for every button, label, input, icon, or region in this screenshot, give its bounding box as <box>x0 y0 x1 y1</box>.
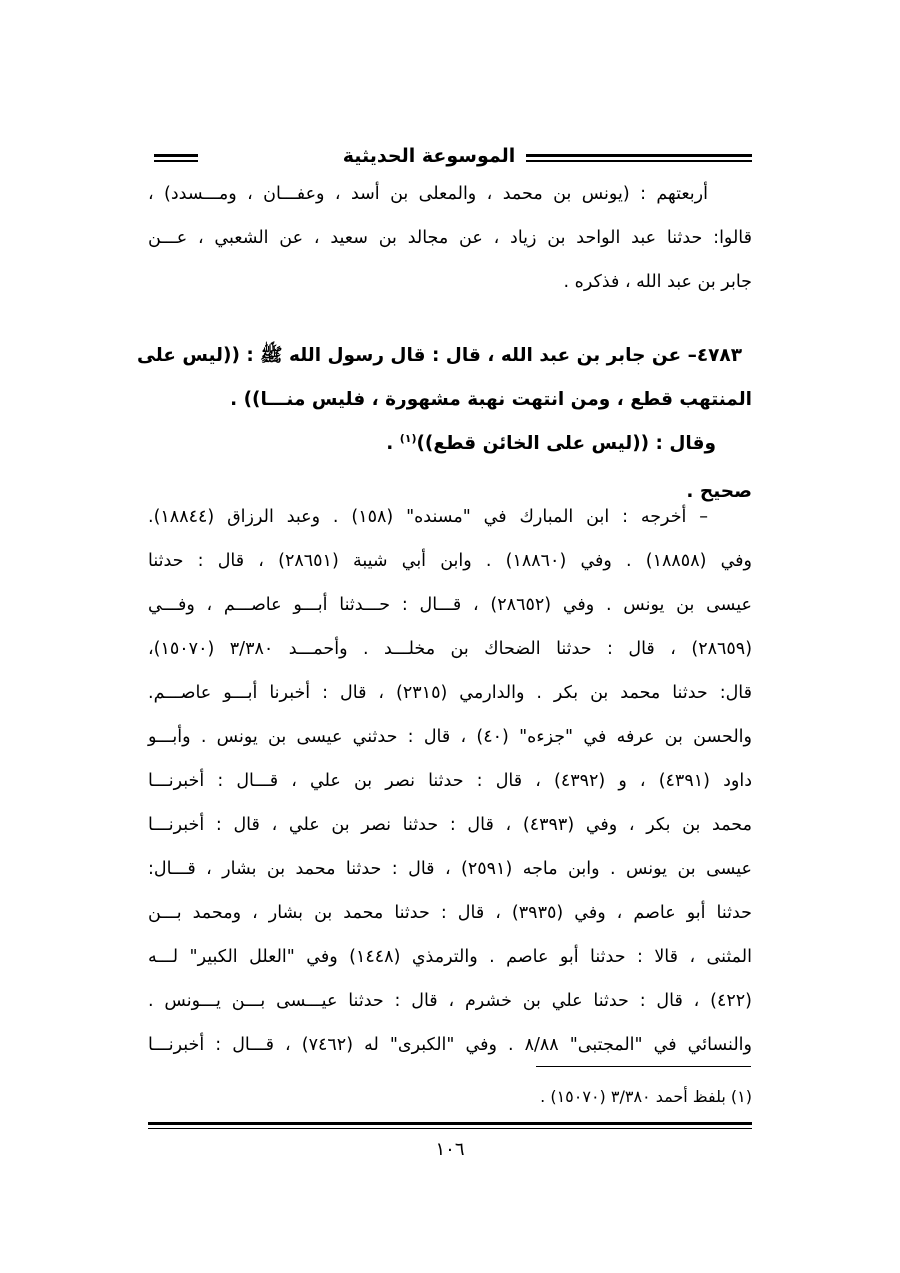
hadith-grade: صحيح . <box>686 481 752 502</box>
header-rule-left <box>154 154 198 157</box>
takhrij-line: محمد بن بكر ، وفي (٤٣٩٣) ، قال : حدثنا نصر بن علي ، قال : أخبرنـــا <box>148 815 752 835</box>
hadith-line <box>148 422 752 466</box>
footnote-ref: (١) <box>399 431 417 445</box>
hadith-line-text: وقال : ((ليس على الخائن قطع)) <box>416 433 716 454</box>
hadith-line: المنتهب قطع ، ومن انتهت نهبة مشهورة ، فليس منـــا)) . <box>230 389 752 410</box>
header-title: الموسوعة الحديثية <box>342 145 516 167</box>
page-number: ١٠٦ <box>435 1139 465 1160</box>
hadith-text <box>137 334 752 466</box>
takhrij-line: عيسى بن يونس . وابن ماجه (٢٥٩١) ، قال : حدثنا محمد بن بشار ، قـــال: <box>148 859 752 879</box>
takhrij-line: (٤٢٢) ، قال : حدثنا علي بن خشرم ، قال : حدثنا عيـــسى بـــن يـــونس . <box>148 991 752 1011</box>
intro-paragraph <box>148 172 752 304</box>
takhrij-line: (٢٨٦٥٩) ، قال : حدثنا الضحاك بن مخلـــد . وأحمـــد ٣/٣٨٠ (١٥٠٧٠)، <box>148 639 753 659</box>
hadith-line-end: . <box>386 433 400 454</box>
footer-rule-thick <box>148 1122 752 1125</box>
takhrij-line: عيسى بن يونس . وفي (٢٨٦٥٢) ، قـــال : حـــدثنا أبـــو عاصـــم ، وفـــي <box>148 595 752 615</box>
footnote: (١) بلفظ أحمد ٣/٣٨٠ (١٥٠٧٠) . <box>540 1087 752 1106</box>
text-line: أربعتهم : (يونس بن محمد ، والمعلى بن أسد ، وعفـــان ، ومـــسدد) ، <box>148 184 708 204</box>
footer-rule-thin <box>148 1128 752 1129</box>
footnote-separator <box>536 1066 751 1067</box>
takhrij-line: والنسائي في "المجتبى" ٨/٨٨ . وفي "الكبرى" له (٧٤٦٢) ، قـــال : أخبرنـــا <box>148 1035 752 1055</box>
takhrij-line: المثنى ، قالا : حدثنا أبو عاصم . والترمذي (١٤٤٨) وفي "العلل الكبير" لـــه <box>148 947 752 967</box>
takhrij-line: – أخرجه : ابن المبارك في "مسنده" (١٥٨) . وعبد الرزاق (١٨٨٤٤). <box>148 507 708 527</box>
takhrij-line: حدثنا أبو عاصم ، وفي (٣٩٣٥) ، قال : حدثنا محمد بن بشار ، ومحمد بـــن <box>148 903 752 923</box>
text-line: قالوا: حدثنا عبد الواحد بن زياد ، عن مجالد بن سعيد ، عن الشعبي ، عـــن <box>148 228 752 248</box>
takhrij-line: والحسن بن عرفه في "جزءه" (٤٠) ، قال : حدثني عيسى بن يونس . وأبـــو <box>148 727 752 747</box>
running-header <box>148 140 752 174</box>
hadith-line: ٤٧٨٣– عن جابر بن عبد الله ، قال : قال رسول الله ﷺ : ((ليس على <box>137 345 742 366</box>
takhrij-line: وفي (١٨٨٥٨) . وفي (١٨٨٦٠) . وابن أبي شيبة (٢٨٦٥١) ، قال : حدثنا <box>148 551 752 571</box>
takhrij-line: داود (٤٣٩١) ، و (٤٣٩٢) ، قال : حدثنا نصر بن علي ، قـــال : أخبرنـــا <box>148 771 752 791</box>
text-line: جابر بن عبد الله ، فذكره . <box>563 272 752 292</box>
header-rule-right <box>526 154 752 157</box>
takhrij-paragraph <box>148 495 752 1067</box>
takhrij-line: قال: حدثنا محمد بن بكر . والدارمي (٢٣١٥) ، قال : أخبرنا أبـــو عاصـــم. <box>148 683 752 703</box>
